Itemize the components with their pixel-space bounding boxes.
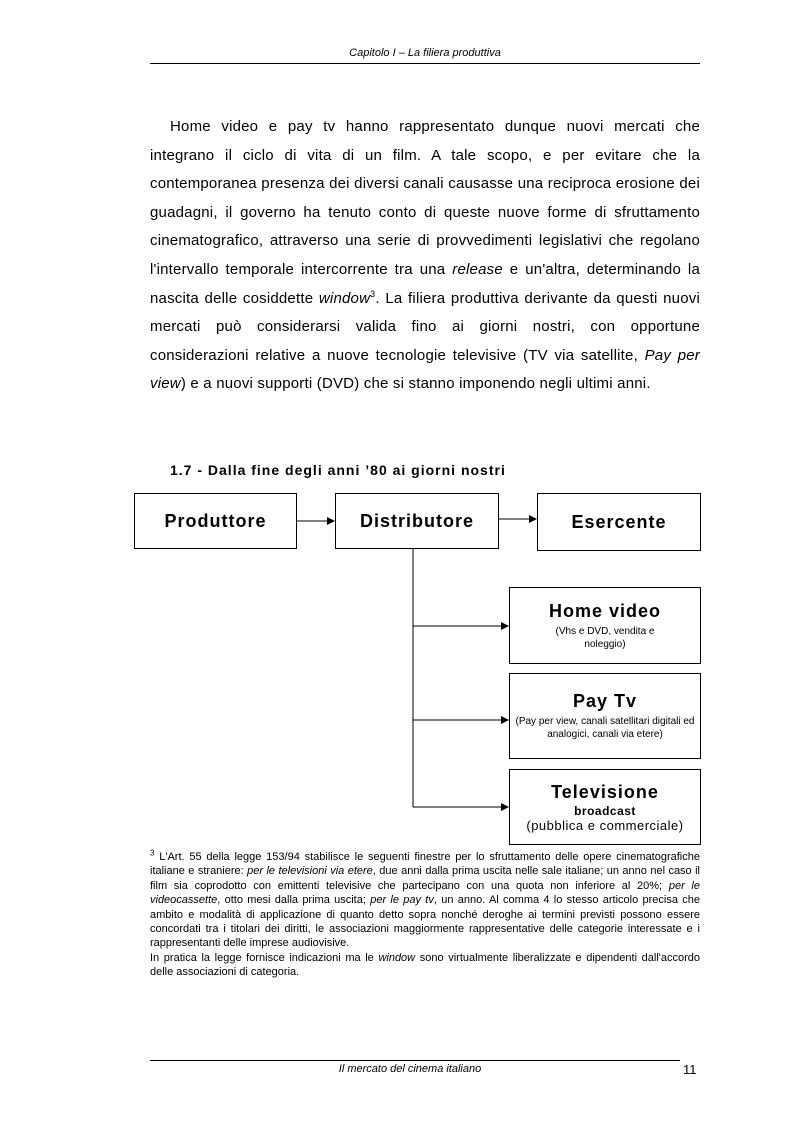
televisione-label: Televisione	[551, 781, 659, 802]
paragraph-text: Home video e pay tv hanno rappresentato dunque nuovi mercati che integrano il ciclo di vita di un film. A tale scopo, e per evitare che la contemporanea presenza dei diversi canali causasse una reciproca erosione dei guadagni, il governo ha tenuto conto di queste nuove forme di sfruttamento cinematografico, attraverso una serie di provvedimenti legislativi che regolano l'intervallo temporale intercorrente tra una	[150, 118, 700, 278]
produttore-label: Produttore	[164, 510, 267, 531]
televisione-desc: (pubblica e commerciale)	[526, 817, 684, 833]
distributore-box	[335, 493, 499, 549]
footnote-marker: 3	[150, 848, 155, 858]
footnote-text: , due anni dalla prima uscita nelle sale italiane; un anno nel caso il film sia coprodotto con emittenti televisive che partecipano con una quota non inferiore al 20%;	[150, 865, 701, 892]
body-paragraph	[150, 113, 700, 399]
header-rule	[150, 63, 700, 64]
footnote-text: sono virtualmente liberalizzate e dipendenti dall'accordo delle associazioni di categoria.	[150, 951, 700, 979]
home-video-desc: (Vhs e DVD, vendita e noleggio)	[555, 625, 655, 650]
footnote-text: L'Art. 55 della legge 153/94 stabilisce le seguenti finestre per lo sfruttamento delle opere cinematografiche italiane e straniere:	[150, 851, 700, 878]
pay-tv-box	[509, 673, 701, 759]
paragraph-text: ) e a nuovi supporti (DVD) che si stanno imponendo negli ultimi anni.	[180, 375, 651, 393]
running-head: Capitolo I – La filiera produttiva	[349, 47, 501, 59]
distributore-label: Distributore	[359, 510, 474, 531]
produttore-box	[134, 493, 297, 549]
footnote-italic: per le pay tv	[370, 894, 434, 907]
footnote-text: , otto mesi dalla prima uscita;	[217, 894, 371, 907]
home-video-label: Home video	[548, 600, 662, 621]
footnote-text: , un anno. Al comma 4 lo stesso articolo precisa che ambito e modalità di applicazione di quanto detto sopra nonché deroghe ai termini previsti possono essere concordati tra i titolari dei diritti, le associazioni maggiormente rappresentative delle categorie interessate e i rappresentanti delle imprese audiovisive.	[150, 894, 700, 950]
footnote-italic: per le videocassette	[150, 879, 700, 907]
pay-tv-label: Pay Tv	[572, 691, 638, 711]
release-term: release	[452, 260, 503, 278]
paragraph-text: . La filiera produttiva derivante da questi nuovi mercati può considerarsi valida fino ai giorni nostri, con opportune considerazioni relative a nuove tecnologie televisive (TV via satellite,	[150, 289, 700, 364]
paragraph-text: e un'altra, determinando la nascita delle cosiddette	[150, 260, 700, 307]
esercente-label: Esercente	[571, 511, 667, 532]
footnote-text: In pratica la legge fornisce indicazioni ma le	[150, 951, 379, 964]
esercente-box	[537, 493, 701, 551]
home-video-box	[509, 587, 701, 664]
televisione-box	[509, 769, 701, 845]
running-foot: Il mercato del cinema italiano	[338, 1063, 482, 1075]
footnote-italic: window	[378, 951, 416, 964]
footnote-italic: per le televisioni via etere	[247, 865, 373, 878]
section-heading: 1.7 - Dalla fine degli anni ’80 ai giorni nostri	[170, 462, 506, 478]
televisione-broadcast: broadcast	[574, 803, 636, 818]
footnote	[150, 850, 700, 980]
pay-per-view-term: Pay per view	[150, 346, 700, 393]
page-number: 11	[683, 1062, 697, 1077]
footnote-ref[interactable]: 3	[370, 288, 376, 299]
footer-rule	[150, 1060, 680, 1061]
window-term: window	[318, 289, 371, 307]
pay-tv-desc: (Pay per view, canali satellitari digitali ed analogici, canali via etere)	[515, 716, 695, 740]
